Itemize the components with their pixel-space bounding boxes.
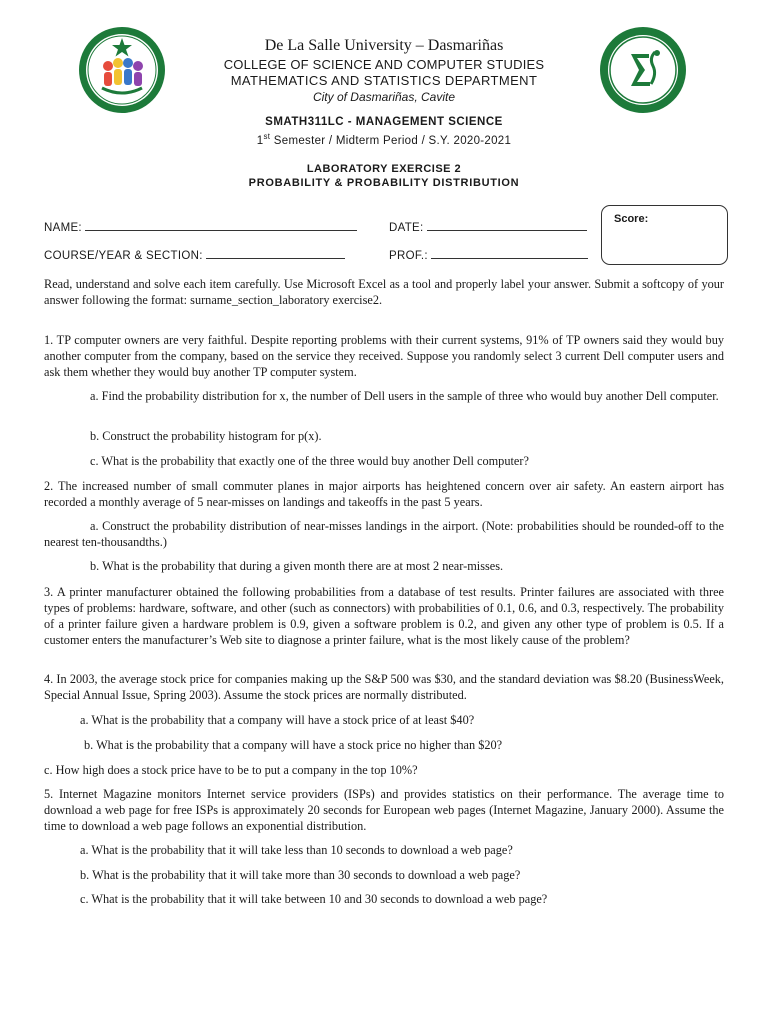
question-5a: a. What is the probability that it will take less than 10 seconds to download a web page? xyxy=(80,843,513,857)
prof-field[interactable] xyxy=(389,247,588,262)
name-blank[interactable] xyxy=(85,219,357,231)
score-label: Score: xyxy=(614,213,649,225)
semester-line xyxy=(150,132,618,147)
exercise-topic: PROBABILITY & PROBABILITY DISTRIBUTION xyxy=(248,177,520,189)
college-name: COLLEGE OF SCIENCE AND COMPUTER STUDIES xyxy=(223,57,545,72)
prof-blank[interactable] xyxy=(431,247,588,259)
instructions: Read, understand and solve each item carefully. Use Microsoft Excel as a tool and properly label your answer. Submit a softcopy of your answer following the format: surname_section_laboratory exercise2. xyxy=(44,277,724,307)
question-1: 1. TP computer owners are very faithful. Despite reporting problems with their current systems, 91% of TP owners said they would buy another computer from the company, based on the service they received. Suppose you randomly select 3 current Dell computer users and ask them whether they would buy another TP computer system. xyxy=(44,333,724,379)
question-1a: a. Find the probability distribution for x, the number of Dell users in the sample of three who would buy another Dell computer. xyxy=(90,389,719,403)
date-label: DATE: xyxy=(389,222,424,234)
semester-superscript: st xyxy=(263,132,271,141)
date-blank[interactable] xyxy=(427,219,587,231)
semester-text: Semester / Midterm Period / S.Y. 2020-2021 xyxy=(270,134,512,147)
question-4: 4. In 2003, the average stock price for companies making up the S&P 500 was $30, and the standard deviation was $8.20 (BusinessWeek, Special Annual Issue, Spring 2003). Assume the stock prices are normally distributed. xyxy=(44,672,724,702)
department-name: MATHEMATICS AND STATISTICS DEPARTMENT xyxy=(230,73,538,88)
score-box[interactable] xyxy=(601,205,728,265)
semester-number: 1 xyxy=(256,134,264,147)
question-4b: b. What is the probability that a company will have a stock price no higher than $20? xyxy=(84,738,503,752)
course-title: SMATH311LC - MANAGEMENT SCIENCE xyxy=(265,116,503,128)
course-section-blank[interactable] xyxy=(206,247,345,259)
university-name: De La Salle University – Dasmariñas xyxy=(264,37,504,54)
date-field[interactable] xyxy=(389,219,587,234)
question-5c: c. What is the probability that it will take between 10 and 30 seconds to download a web page? xyxy=(80,892,548,906)
question-5: 5. Internet Magazine monitors Internet service providers (ISPs) and provides statistics on their performance. The average time to download a web page for free ISPs is approximately 20 seconds for European web pages (Internet Magazine, January 2000). Assume the time to download a web page follows an exponential distribution. xyxy=(44,787,724,833)
name-field[interactable] xyxy=(44,219,357,234)
question-4a: a. What is the probability that a company will have a stock price of at least $40? xyxy=(80,713,475,727)
question-1b: b. Construct the probability histogram for p(x). xyxy=(90,429,322,443)
question-4c: c. How high does a stock price have to be to put a company in the top 10%? xyxy=(44,763,418,777)
question-2: 2. The increased number of small commuter planes in major airports has heightened concern over air safety. An eastern airport has recorded a monthly average of 5 near-misses on landings and takeoffs in the past 5 years. xyxy=(44,479,724,509)
question-2b: b. What is the probability that during a given month there are at most 2 near-misses. xyxy=(90,559,504,573)
exercise-title: LABORATORY EXERCISE 2 xyxy=(306,163,462,175)
prof-label: PROF.: xyxy=(389,250,428,262)
course-section-field[interactable] xyxy=(44,247,345,262)
question-1c: c. What is the probability that exactly one of the three would buy another Dell computer? xyxy=(90,454,529,468)
question-3: 3. A printer manufacturer obtained the following probabilities from a database of test results. Printer failures are associated with three types of problems: hardware, software, and other (such as connectors) with probabilities of 0.1, 0.6, and 0.3, respectively. The probability of a printer failure given a hardware problem is 0.9, given a software problem is 0.2, and given any other type of problem is 0.5. If a customer enters the manufacturer’s Web site to diagnose a printer failure, what is the most likely cause of the problem? xyxy=(44,585,724,647)
name-label: NAME: xyxy=(44,222,82,234)
city-name: City of Dasmariñas, Cavite xyxy=(312,90,456,104)
course-section-label: COURSE/YEAR & SECTION: xyxy=(44,250,203,262)
question-2a: a. Construct the probability distribution of near-misses landings in the airport. (Note: probabilities should be rounded-off to the nearest ten-thousandths.) xyxy=(44,519,724,549)
question-5b: b. What is the probability that it will take more than 30 seconds to download a web page? xyxy=(80,868,521,882)
